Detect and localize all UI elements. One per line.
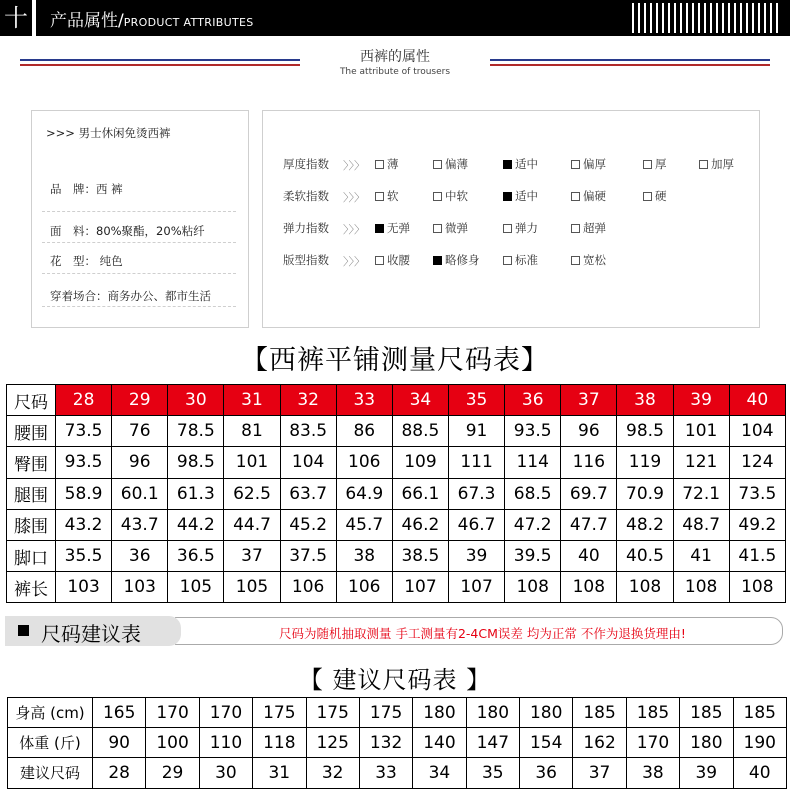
- recommend-title: 【 建议尺码表 】: [298, 666, 492, 694]
- checked-box-icon: [503, 160, 512, 169]
- index-option-label: 硬: [655, 189, 667, 203]
- table-cell: 90: [93, 728, 146, 758]
- table-cell: 108: [729, 572, 785, 603]
- table-cell: 29: [146, 758, 199, 788]
- checked-box-icon: [433, 256, 442, 265]
- table-cell: 29: [112, 385, 168, 416]
- table-cell: 93.5: [56, 447, 112, 478]
- index-label: 版型指数: [283, 253, 329, 267]
- index-option: [375, 220, 410, 236]
- index-option: [503, 252, 538, 268]
- table-cell: 104: [729, 416, 785, 447]
- table-cell: 121: [673, 447, 729, 478]
- table-cell: 180: [680, 728, 733, 758]
- checked-box-icon: [375, 224, 384, 233]
- table-cell: 41: [673, 540, 729, 571]
- table-cell: 98.5: [617, 416, 673, 447]
- square-bullet-icon: [18, 625, 29, 636]
- table-cell: 180: [466, 698, 519, 728]
- table-cell: 43.2: [56, 509, 112, 540]
- table-cell: 67.3: [448, 478, 504, 509]
- index-option: [375, 252, 410, 268]
- table-cell: 100: [146, 728, 199, 758]
- table-cell: 110: [199, 728, 252, 758]
- row-label-cell: 腿围: [7, 478, 56, 509]
- index-option-label: 宽松: [583, 253, 606, 267]
- index-option-label: 软: [387, 189, 399, 203]
- row-label-cell: 脚口: [7, 540, 56, 571]
- index-label: 柔软指数: [283, 189, 329, 203]
- table-cell: 185: [573, 698, 626, 728]
- table-cell: 61.3: [168, 478, 224, 509]
- table-cell: 38: [336, 540, 392, 571]
- section-subtitle: The attribute of trousers: [339, 67, 451, 77]
- unchecked-box-icon: [571, 160, 580, 169]
- unchecked-box-icon: [571, 256, 580, 265]
- unchecked-box-icon: [433, 160, 442, 169]
- unchecked-box-icon: [571, 192, 580, 201]
- unchecked-box-icon: [375, 160, 384, 169]
- table-cell: 175: [253, 698, 306, 728]
- table-cell: 101: [224, 447, 280, 478]
- arrow-indicator: 〉〉〉: [343, 191, 365, 204]
- unchecked-box-icon: [503, 256, 512, 265]
- table-cell: 32: [306, 758, 359, 788]
- index-option: [503, 156, 538, 172]
- table-cell: 34: [392, 385, 448, 416]
- table-cell: 28: [56, 385, 112, 416]
- index-option-label: 弹力: [515, 221, 538, 235]
- table-cell: 47.2: [505, 509, 561, 540]
- table-cell: 48.7: [673, 509, 729, 540]
- index-option: [699, 156, 734, 172]
- table-cell: 49.2: [729, 509, 785, 540]
- table-cell: 64.9: [336, 478, 392, 509]
- row-label-cell: 腰围: [7, 416, 56, 447]
- table-cell: 96: [112, 447, 168, 478]
- table-cell: 96: [561, 416, 617, 447]
- table-cell: 68.5: [505, 478, 561, 509]
- banner-title: 尺码建议表: [41, 622, 141, 646]
- table-cell: 44.7: [224, 509, 280, 540]
- plus-icon: 十: [0, 0, 32, 36]
- row-label-cell: 裤长: [7, 572, 56, 603]
- index-option-label: 微弹: [445, 221, 468, 235]
- table-cell: 38.5: [392, 540, 448, 571]
- table-row: [8, 698, 787, 728]
- product-pattern: 花 型： 纯色: [50, 254, 123, 268]
- table-cell: 35.5: [56, 540, 112, 571]
- table-cell: 165: [93, 698, 146, 728]
- table-cell: 43.7: [112, 509, 168, 540]
- table-cell: 37: [224, 540, 280, 571]
- table-row: [7, 416, 786, 447]
- table-cell: 36: [112, 540, 168, 571]
- table-cell: 185: [680, 698, 733, 728]
- index-option: [571, 220, 606, 236]
- row-label-cell: 尺码: [7, 385, 56, 416]
- table-cell: 72.1: [673, 478, 729, 509]
- table-cell: 162: [573, 728, 626, 758]
- table-cell: 40: [733, 758, 787, 788]
- table-cell: 44.2: [168, 509, 224, 540]
- table-cell: 103: [112, 572, 168, 603]
- table-cell: 35: [466, 758, 519, 788]
- row-label-cell: 建议尺码: [8, 758, 93, 788]
- index-option-label: 略修身: [445, 253, 480, 267]
- divider: [42, 211, 236, 212]
- table-cell: 34: [413, 758, 466, 788]
- table-cell: 31: [253, 758, 306, 788]
- table-cell: 30: [199, 758, 252, 788]
- divider: [42, 306, 236, 307]
- table-cell: 45.2: [280, 509, 336, 540]
- unchecked-box-icon: [571, 224, 580, 233]
- table-cell: 36.5: [168, 540, 224, 571]
- table-cell: 175: [306, 698, 359, 728]
- table-cell: 108: [617, 572, 673, 603]
- row-label-cell: 膝围: [7, 509, 56, 540]
- table-cell: 58.9: [56, 478, 112, 509]
- index-option: [375, 156, 399, 172]
- unchecked-box-icon: [643, 192, 652, 201]
- index-label: 厚度指数: [283, 157, 329, 171]
- table-cell: 109: [392, 447, 448, 478]
- index-option-label: 中软: [445, 189, 468, 203]
- table-row: [7, 572, 786, 603]
- index-option: [433, 188, 468, 204]
- header-bar: [0, 0, 790, 36]
- row-label-cell: 身高 (cm): [8, 698, 93, 728]
- table-cell: 180: [520, 698, 573, 728]
- table-cell: 37: [561, 385, 617, 416]
- table-cell: 40: [561, 540, 617, 571]
- table-cell: 38: [617, 385, 673, 416]
- unchecked-box-icon: [433, 192, 442, 201]
- table-cell: 106: [336, 572, 392, 603]
- table-row: [7, 447, 786, 478]
- table-cell: 170: [146, 698, 199, 728]
- index-option: [503, 188, 538, 204]
- table-cell: 114: [505, 447, 561, 478]
- table-cell: 175: [359, 698, 412, 728]
- table-cell: 91: [448, 416, 504, 447]
- arrow-indicator: 〉〉〉: [343, 223, 365, 236]
- table-cell: 66.1: [392, 478, 448, 509]
- header-title-cn: 产品属性/: [50, 11, 124, 31]
- table-cell: 124: [729, 447, 785, 478]
- table-cell: 104: [280, 447, 336, 478]
- size-advice-banner: [5, 614, 783, 648]
- table-cell: 185: [626, 698, 679, 728]
- table-cell: 37.5: [280, 540, 336, 571]
- table-cell: 40.5: [617, 540, 673, 571]
- table-cell: 132: [359, 728, 412, 758]
- table-row: [7, 540, 786, 571]
- table-cell: 154: [520, 728, 573, 758]
- index-option-label: 收腰: [387, 253, 410, 267]
- header-title-en: PRODUCT ATTRIBUTES: [123, 16, 254, 29]
- size-table: [6, 384, 786, 603]
- table-cell: 118: [253, 728, 306, 758]
- index-option: [571, 252, 606, 268]
- arrow-indicator: 〉〉〉: [343, 159, 365, 172]
- table-cell: 106: [336, 447, 392, 478]
- index-option-label: 超弹: [583, 221, 606, 235]
- table-cell: 46.7: [448, 509, 504, 540]
- index-option-label: 无弹: [387, 221, 410, 235]
- table-cell: 180: [413, 698, 466, 728]
- table-cell: 140: [413, 728, 466, 758]
- checked-box-icon: [503, 192, 512, 201]
- index-option: [433, 156, 468, 172]
- table-cell: 107: [392, 572, 448, 603]
- index-option: [571, 156, 606, 172]
- header-stripes: [632, 3, 782, 33]
- unchecked-box-icon: [433, 224, 442, 233]
- table-cell: 116: [561, 447, 617, 478]
- index-label: 弹力指数: [283, 221, 329, 235]
- product-name: >>> 男士休闲免烫西裤: [46, 126, 171, 140]
- table-cell: 46.2: [392, 509, 448, 540]
- table-cell: 32: [280, 385, 336, 416]
- table-cell: 41.5: [729, 540, 785, 571]
- table-cell: 106: [280, 572, 336, 603]
- index-option-label: 厚: [655, 157, 667, 171]
- index-option: [643, 188, 667, 204]
- table-cell: 170: [199, 698, 252, 728]
- table-cell: 48.2: [617, 509, 673, 540]
- banner-note: 尺码为随机抽取测量 手工测量有2-4CM误差 均为正常 不作为退换货理由!: [279, 626, 686, 641]
- table-cell: 39: [448, 540, 504, 571]
- table-cell: 103: [56, 572, 112, 603]
- table-row: [7, 509, 786, 540]
- table-cell: 108: [561, 572, 617, 603]
- table-cell: 33: [359, 758, 412, 788]
- index-option-label: 标准: [515, 253, 538, 267]
- table-cell: 125: [306, 728, 359, 758]
- table-cell: 105: [224, 572, 280, 603]
- table-cell: 107: [448, 572, 504, 603]
- product-brand: 品 牌：西 裤: [50, 182, 123, 196]
- table-cell: 30: [168, 385, 224, 416]
- unchecked-box-icon: [699, 160, 708, 169]
- table-cell: 37: [573, 758, 626, 788]
- table-cell: 101: [673, 416, 729, 447]
- recommend-table: [7, 697, 787, 789]
- index-option: [643, 156, 667, 172]
- table-cell: 39.5: [505, 540, 561, 571]
- product-material: 面 料：80%聚酯，20%粘纤: [50, 224, 205, 238]
- unchecked-box-icon: [375, 256, 384, 265]
- table-cell: 36: [505, 385, 561, 416]
- index-option: [433, 220, 468, 236]
- index-option: [503, 220, 538, 236]
- table-cell: 45.7: [336, 509, 392, 540]
- table-cell: 33: [336, 385, 392, 416]
- unchecked-box-icon: [503, 224, 512, 233]
- index-option: [433, 252, 480, 268]
- table-cell: 83.5: [280, 416, 336, 447]
- table-cell: 62.5: [224, 478, 280, 509]
- row-label-cell: 臀围: [7, 447, 56, 478]
- product-occasion: 穿着场合：商务办公、都市生活: [50, 289, 211, 303]
- index-option-label: 偏硬: [583, 189, 606, 203]
- table-cell: 147: [466, 728, 519, 758]
- table-cell: 63.7: [280, 478, 336, 509]
- size-chart-title: 【西裤平铺测量尺码表】: [241, 345, 549, 376]
- table-cell: 88.5: [392, 416, 448, 447]
- table-cell: 38: [626, 758, 679, 788]
- table-row: [7, 478, 786, 509]
- table-cell: 98.5: [168, 447, 224, 478]
- table-cell: 111: [448, 447, 504, 478]
- table-cell: 108: [505, 572, 561, 603]
- header-title: [50, 6, 254, 31]
- divider: [42, 273, 236, 274]
- index-option-label: 薄: [387, 157, 399, 171]
- divider: [42, 242, 236, 243]
- section-title: 西裤的属性: [360, 49, 430, 65]
- table-cell: 28: [93, 758, 146, 788]
- product-info-box: [31, 110, 249, 328]
- index-option-label: 偏厚: [583, 157, 606, 171]
- table-cell: 40: [729, 385, 785, 416]
- table-cell: 60.1: [112, 478, 168, 509]
- table-cell: 190: [733, 728, 787, 758]
- index-option-label: 适中: [515, 189, 538, 203]
- table-cell: 78.5: [168, 416, 224, 447]
- table-cell: 170: [626, 728, 679, 758]
- table-cell: 31: [224, 385, 280, 416]
- table-cell: 36: [520, 758, 573, 788]
- table-row: [8, 728, 787, 758]
- table-cell: 35: [448, 385, 504, 416]
- table-cell: 70.9: [617, 478, 673, 509]
- table-cell: 93.5: [505, 416, 561, 447]
- index-option: [375, 188, 399, 204]
- table-cell: 39: [673, 385, 729, 416]
- table-cell: 47.7: [561, 509, 617, 540]
- arrow-indicator: 〉〉〉: [343, 255, 365, 268]
- table-row: [8, 758, 787, 788]
- index-option: [571, 188, 606, 204]
- table-cell: 39: [680, 758, 733, 788]
- table-cell: 76: [112, 416, 168, 447]
- table-cell: 73.5: [56, 416, 112, 447]
- table-cell: 86: [336, 416, 392, 447]
- index-option-label: 加厚: [711, 157, 734, 171]
- index-option-label: 适中: [515, 157, 538, 171]
- unchecked-box-icon: [643, 160, 652, 169]
- table-cell: 108: [673, 572, 729, 603]
- attribute-index-box: [262, 110, 760, 328]
- table-cell: 105: [168, 572, 224, 603]
- row-label-cell: 体重 (斤): [8, 728, 93, 758]
- table-cell: 69.7: [561, 478, 617, 509]
- table-cell: 81: [224, 416, 280, 447]
- index-option-label: 偏薄: [445, 157, 468, 171]
- table-cell: 119: [617, 447, 673, 478]
- table-cell: 73.5: [729, 478, 785, 509]
- table-row: [7, 385, 786, 416]
- table-cell: 185: [733, 698, 787, 728]
- unchecked-box-icon: [375, 192, 384, 201]
